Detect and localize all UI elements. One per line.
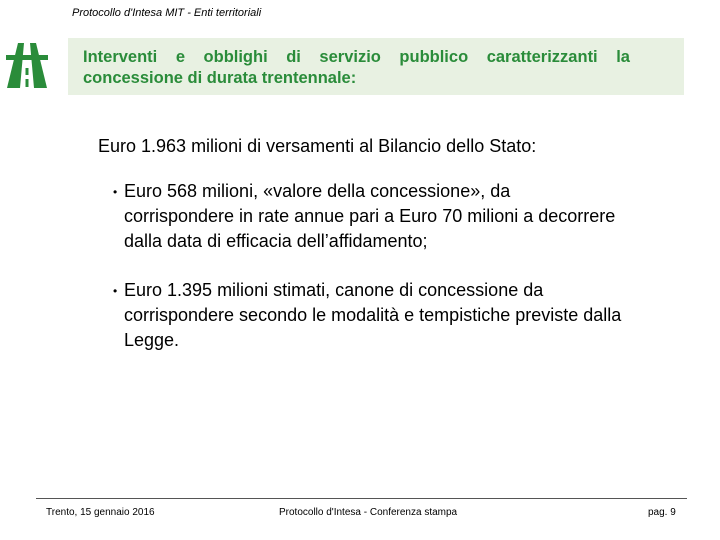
sub-bullet-text-2	[124, 278, 694, 353]
text-line: corrispondere secondo le modalità e tempistiche previste dalla	[124, 305, 622, 325]
title-word: e	[175, 48, 185, 66]
title-word: pubblico	[399, 48, 469, 66]
title-word: caratterizzanti	[486, 48, 598, 66]
motorway-sign-icon	[4, 38, 50, 90]
page-number: pag. 9	[648, 507, 676, 518]
title-word: obblighi	[203, 48, 268, 66]
main-bullet-text: Euro 1.963 milioni di versamenti al Bilancio dello Stato:	[98, 136, 537, 156]
footer-divider	[36, 498, 687, 499]
title-word: servizio	[319, 48, 381, 66]
title-line-1	[83, 47, 630, 68]
slide-title-box	[68, 38, 684, 95]
title-word: la	[616, 48, 630, 66]
title-word: di	[286, 48, 301, 66]
title-word: Interventi	[83, 48, 158, 66]
footer-date: Trento, 15 gennaio 2016	[46, 507, 155, 518]
text-line: dalla data di efficacia dell’affidamento;	[124, 231, 428, 251]
sub-bullet-text-1	[124, 179, 694, 254]
bullet-icon: •	[113, 185, 118, 199]
footer-center-text: Protocollo d'Intesa - Conferenza stampa	[279, 507, 458, 518]
header-title: Protocollo d'Intesa MIT - Enti territoriali	[72, 7, 262, 19]
bullet-icon: •	[113, 284, 118, 298]
text-line: Legge.	[124, 330, 180, 350]
title-line-2: concessione di durata trentennale:	[83, 69, 357, 87]
text-line: corrispondere in rate annue pari a Euro 70 milioni a decorrere	[124, 206, 616, 226]
text-line: Euro 1.395 milioni stimati, canone di concessione da	[124, 280, 544, 300]
text-line: Euro 568 milioni, «valore della concessione», da	[124, 181, 511, 201]
